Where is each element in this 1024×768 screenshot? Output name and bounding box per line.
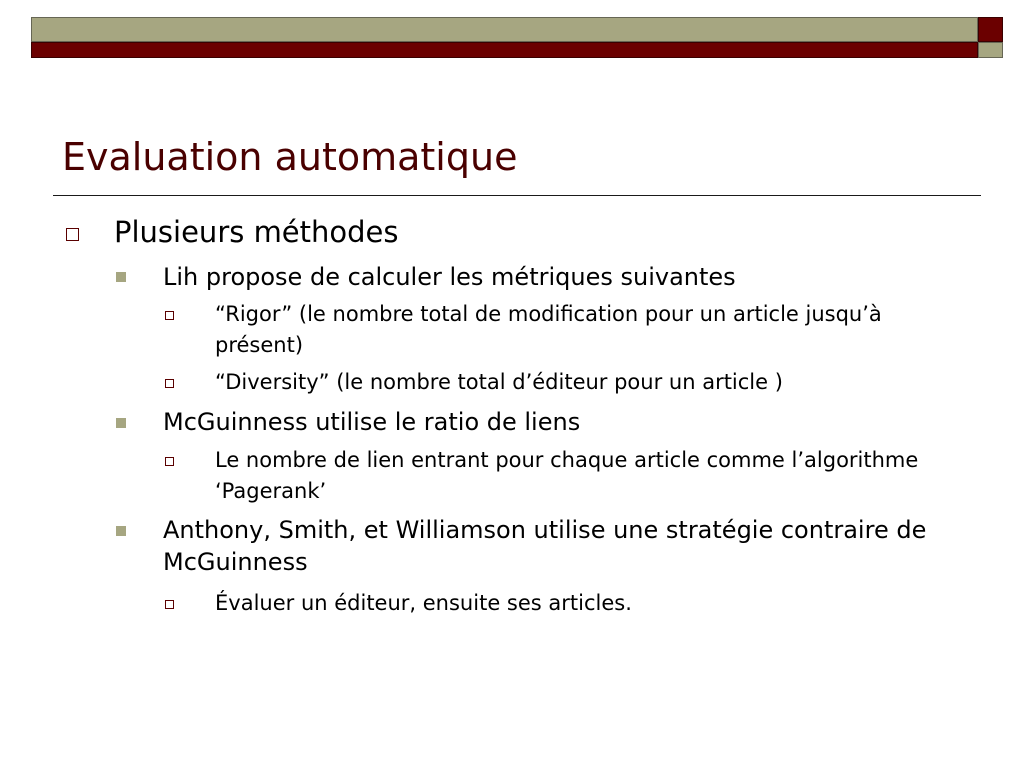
header-corner-square-bottom: [978, 42, 1003, 58]
bullet-square-hollow-icon: [66, 228, 79, 241]
bullet-square-hollow-icon: [165, 600, 174, 609]
header-olive-bar: [31, 17, 978, 42]
title-divider: [53, 195, 981, 196]
bullet-level3-item: “Diversity” (le nombre total d’éditeur pour un article ): [215, 370, 783, 394]
bullet-square-hollow-icon: [165, 379, 174, 388]
bullet-level2-item: McGuinness utilise le ratio de liens: [163, 408, 581, 436]
bullet-square-filled-icon: [116, 272, 126, 282]
header-corner-square-top: [978, 17, 1003, 42]
bullet-level2-item: Lih propose de calculer les métriques suivantes: [163, 263, 736, 291]
header-maroon-bar: [31, 42, 978, 58]
bullet-level2-item: Anthony, Smith, et Williamson utilise une stratégie contraire de McGuinness: [163, 516, 927, 576]
bullet-level3-item: Le nombre de lien entrant pour chaque article comme l’algorithme ‘Pagerank’: [215, 448, 919, 503]
bullet-level3-item: Évaluer un éditeur, ensuite ses articles.: [215, 591, 632, 615]
bullet-square-hollow-icon: [165, 311, 174, 320]
slide-title: Evaluation automatique: [62, 135, 518, 179]
bullet-square-filled-icon: [116, 418, 126, 428]
bullet-level1-item: Plusieurs méthodes: [114, 215, 399, 249]
bullet-square-hollow-icon: [165, 457, 174, 466]
bullet-level3-item: “Rigor” (le nombre total de modification pour un article jusqu’à présent): [215, 302, 882, 357]
bullet-square-filled-icon: [116, 526, 126, 536]
